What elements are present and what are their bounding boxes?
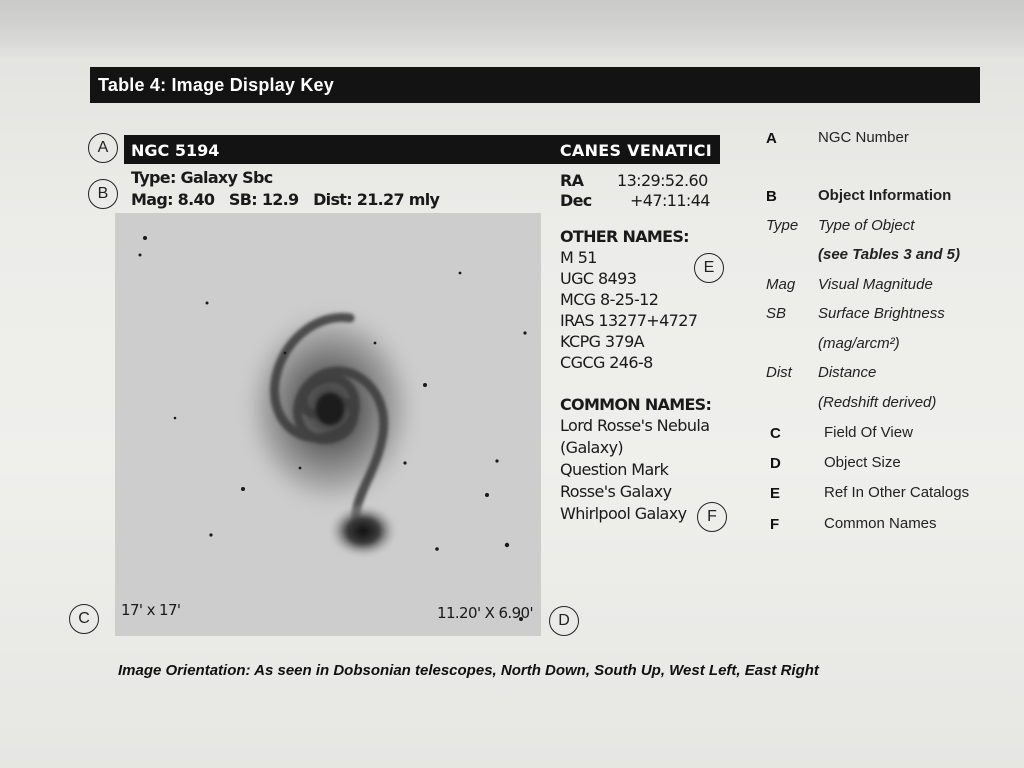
image-orientation-caption: Image Orientation: As seen in Dobsonian telescopes, North Down, South Up, West Left, East Right — [118, 662, 819, 679]
marker-b: B — [88, 179, 118, 209]
whirlpool-galaxy-picture — [115, 213, 541, 636]
key-text-sb: Surface Brightness — [818, 305, 945, 322]
object-type: Type: Galaxy Sbc — [131, 168, 273, 187]
key-letter-a: A — [766, 130, 777, 147]
other-name: KCPG 379A — [560, 332, 645, 351]
other-name: MCG 8-25-12 — [560, 290, 659, 309]
key-text-redshift: (Redshift derived) — [818, 394, 937, 411]
key-letter-b: B — [766, 188, 777, 205]
other-name: M 51 — [560, 248, 597, 267]
dec-value: +47:11:44 — [630, 191, 710, 210]
key-abbr-dist: Dist — [766, 364, 792, 381]
other-name: IRAS 13277+4727 — [560, 311, 698, 330]
key-text-d: Object Size — [824, 454, 901, 471]
marker-c: C — [69, 604, 99, 634]
marker-e: E — [694, 253, 724, 283]
field-of-view: 17' x 17' — [121, 601, 181, 619]
common-name: Whirlpool Galaxy — [560, 504, 687, 523]
key-letter-d: D — [770, 455, 781, 472]
key-text-sb-unit: (mag/arcm²) — [818, 335, 900, 352]
constellation: CANES VENATICI — [559, 141, 712, 160]
key-text-c: Field Of View — [824, 424, 913, 441]
key-text-a: NGC Number — [818, 129, 909, 146]
key-text-mag: Visual Magnitude — [818, 276, 933, 293]
ngc-number: NGC 5194 — [131, 141, 220, 160]
key-letter-f: F — [770, 516, 780, 533]
common-name: (Galaxy) — [560, 438, 624, 457]
other-name: UGC 8493 — [560, 269, 637, 288]
ra-value: 13:29:52.60 — [617, 171, 708, 190]
common-name: Question Mark — [560, 460, 669, 479]
key-abbr-type: Type — [766, 217, 799, 234]
key-text-type: Type of Object — [818, 217, 915, 234]
key-text-b: Object Information — [818, 187, 952, 204]
page-bleed-through — [0, 0, 1024, 60]
marker-d: D — [549, 606, 579, 636]
dec-label: Dec — [560, 191, 592, 210]
object-mag-sb-dist: Mag: 8.40 SB: 12.9 Dist: 21.27 mly — [131, 190, 440, 209]
object-size: 11.20' X 6.90' — [437, 604, 533, 622]
other-names-heading: OTHER NAMES: — [560, 227, 689, 246]
marker-f: F — [697, 502, 727, 532]
common-name: Rosse's Galaxy — [560, 482, 672, 501]
table-title: Table 4: Image Display Key — [90, 67, 980, 103]
common-names-heading: COMMON NAMES: — [560, 395, 712, 414]
marker-a: A — [88, 133, 118, 163]
key-text-e: Ref In Other Catalogs — [824, 484, 970, 501]
other-name: CGCG 246-8 — [560, 353, 653, 372]
key-abbr-mag: Mag — [766, 276, 796, 293]
key-letter-c: C — [770, 425, 781, 442]
key-text-see-tables: (see Tables 3 and 5) — [818, 246, 961, 263]
key-letter-e: E — [770, 485, 781, 502]
object-header-bar — [124, 135, 720, 164]
galaxy-image — [115, 213, 541, 636]
key-abbr-sb: SB — [766, 305, 787, 322]
ra-label: RA — [560, 171, 584, 190]
common-name: Lord Rosse's Nebula — [560, 416, 710, 435]
key-text-dist: Distance — [818, 364, 877, 381]
key-text-f: Common Names — [824, 515, 937, 532]
